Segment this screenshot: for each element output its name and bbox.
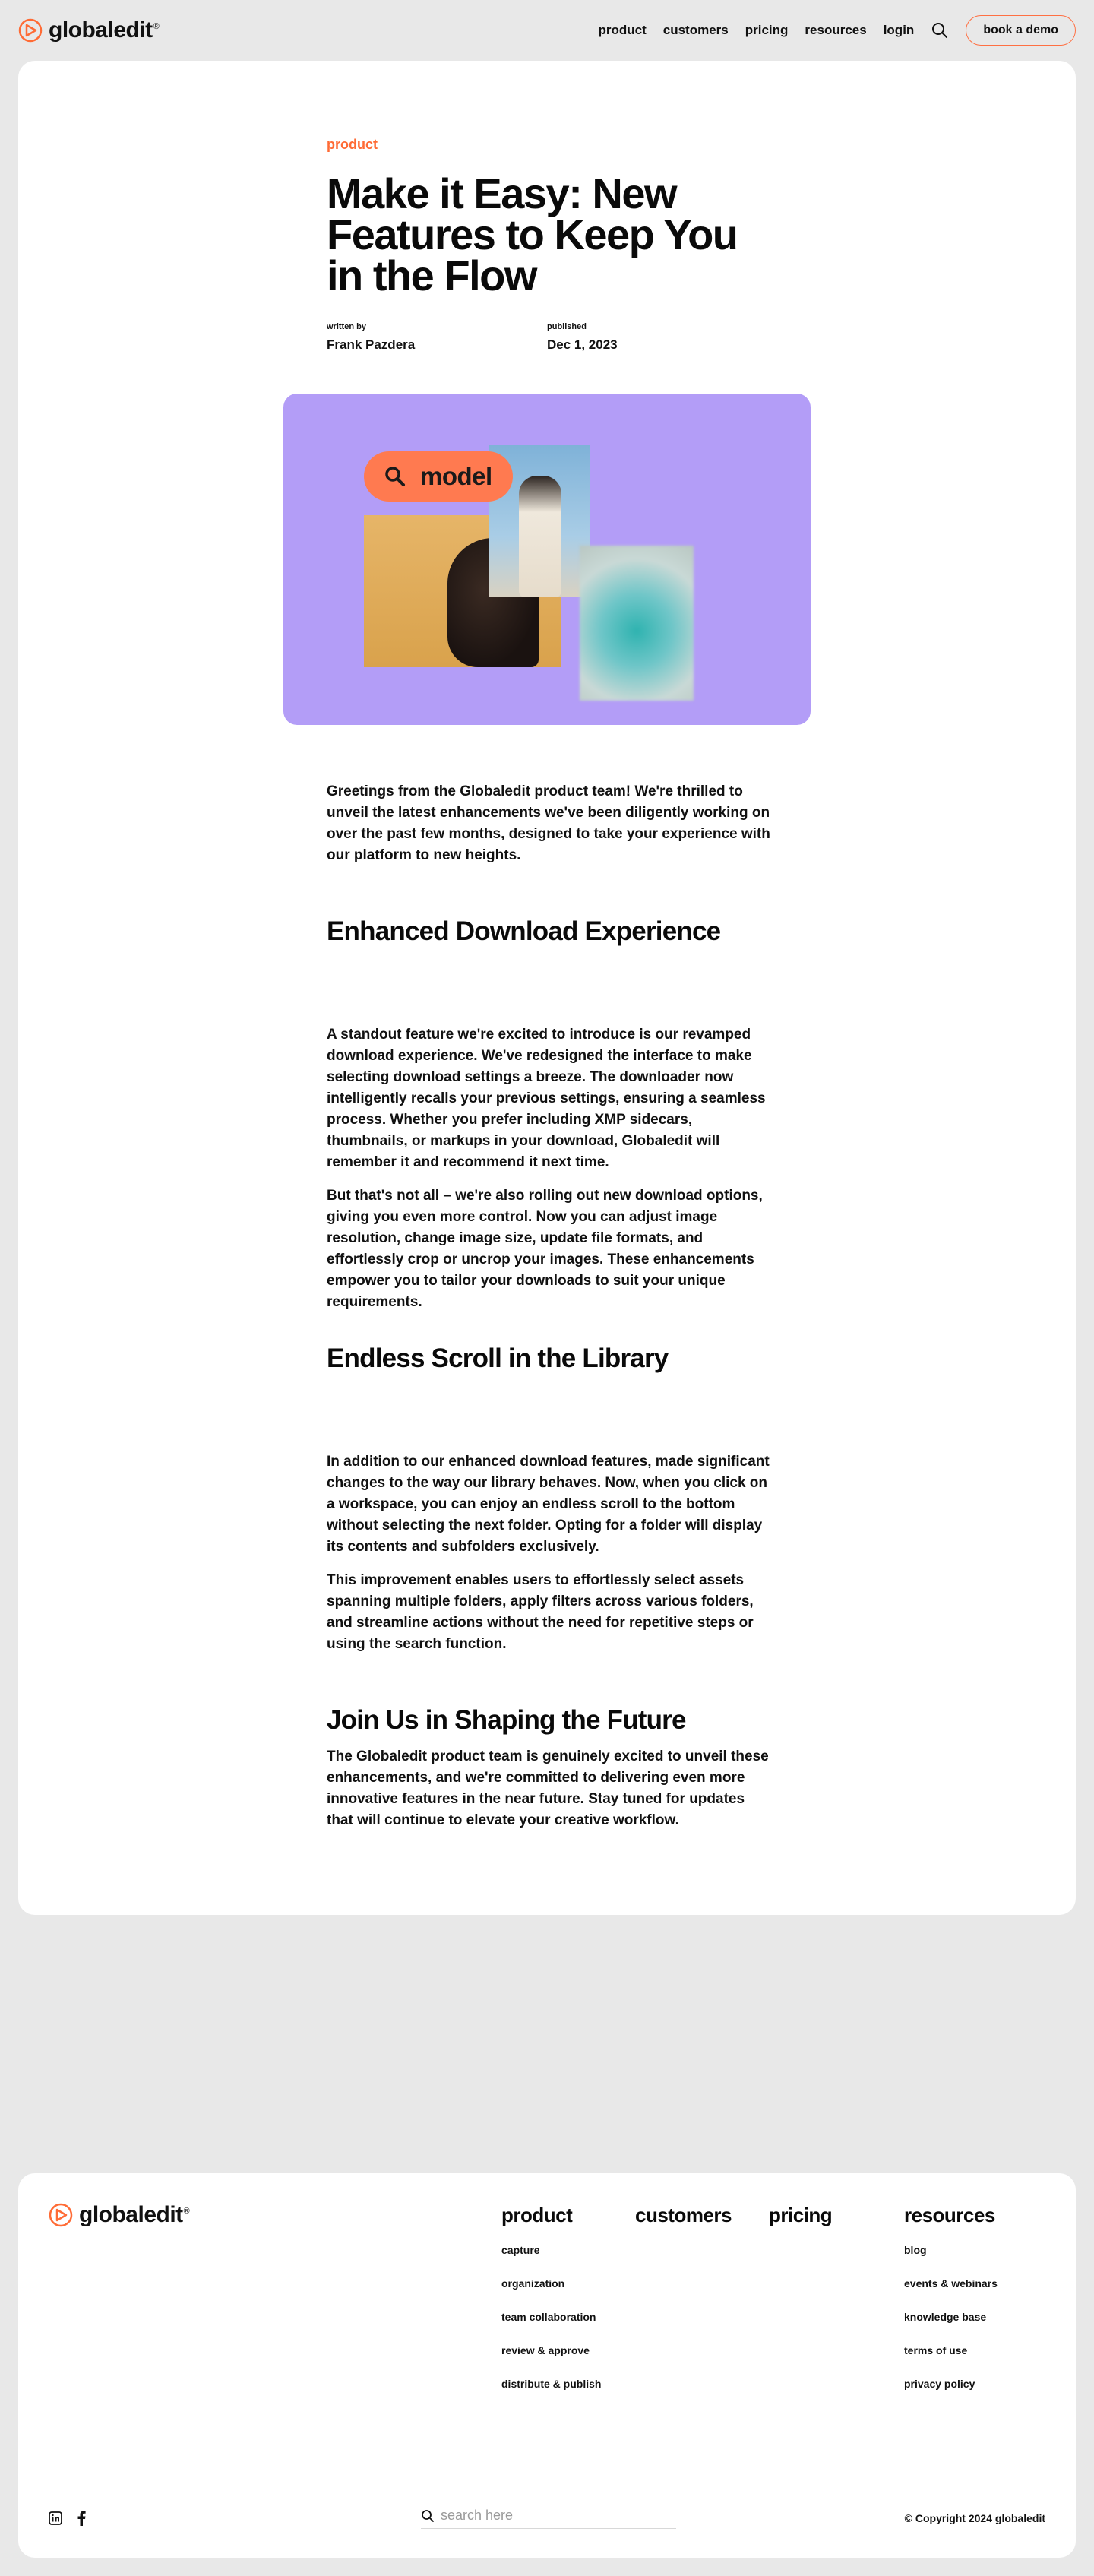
footer-link[interactable]: terms of use — [904, 2344, 968, 2356]
footer-link[interactable]: review & approve — [501, 2344, 590, 2356]
footer-link[interactable]: blog — [904, 2244, 927, 2256]
footer-column-product — [501, 2204, 601, 2411]
search-icon — [384, 465, 406, 488]
hero-search-pill — [364, 451, 513, 502]
hero-image — [283, 394, 811, 725]
hero-search-text: model — [420, 462, 492, 490]
linkedin-icon[interactable] — [49, 2511, 62, 2525]
hero-photo-blurred — [580, 546, 694, 701]
section-heading-download: Enhanced Download Experience — [327, 916, 721, 946]
author-label: written by — [327, 322, 366, 331]
footer-brand-logo[interactable] — [49, 2202, 189, 2228]
footer-link[interactable]: distribute & publish — [501, 2378, 602, 2390]
brand-logo-link[interactable] — [18, 17, 159, 43]
section-body-download — [327, 1024, 775, 1313]
social-links — [49, 2511, 87, 2526]
footer-search-input[interactable] — [441, 2508, 661, 2524]
footer-column-customers — [635, 2204, 732, 2244]
paragraph: The Globaledit product team is genuinely excited to unveil these enhancements, and we're committed to delivering even more innovative features in the near future. Stay tuned for updates that will continue to elevate your creative workflow. — [327, 1748, 769, 1828]
footer-link[interactable]: events & webinars — [904, 2277, 998, 2290]
publish-date: Dec 1, 2023 — [547, 337, 618, 352]
nav-product[interactable]: product — [598, 23, 647, 37]
facebook-icon[interactable] — [76, 2511, 87, 2526]
paragraph: But that's not all – we're also rolling out new download options, giving you even more control. Now you can adjust image resolution, change image size, update file formats, and effortlessly crop or uncrop your images. These enhancements empower you to tailor your downloads to suit your unique requirements. — [327, 1188, 763, 1310]
section-body-scroll — [327, 1451, 775, 1655]
author-block — [327, 322, 547, 353]
article-category[interactable]: product — [327, 137, 378, 152]
section-body-future — [327, 1746, 775, 1831]
footer-link[interactable]: knowledge base — [904, 2311, 987, 2323]
footer-search — [421, 2503, 676, 2529]
intro-paragraph: Greetings from the Globaledit product team! We're thrilled to unveil the latest enhancements we've been diligently working on over the past few months, designed to take your experience with our platform to new heights. — [327, 783, 770, 863]
date-label: published — [547, 322, 587, 331]
section-heading-future: Join Us in Shaping the Future — [327, 1705, 686, 1735]
copyright-text: © Copyright 2024 globaledit — [904, 2512, 1045, 2524]
footer-column-pricing — [769, 2204, 832, 2244]
footer-column-resources — [904, 2204, 998, 2411]
footer-link[interactable]: organization — [501, 2277, 565, 2290]
footer-link[interactable]: privacy policy — [904, 2378, 975, 2390]
nav-resources[interactable]: resources — [805, 23, 867, 37]
main-nav — [598, 15, 1076, 46]
site-footer — [18, 2173, 1076, 2558]
paragraph: In addition to our enhanced download features, made significant changes to the way our library behaves. Now, when you click on a workspace, you can enjoy an endless scroll to the bottom without selecting the next folder. Opting for a folder will display its contents and subfolders exclusively. — [327, 1454, 770, 1555]
paragraph: A standout feature we're excited to introduce is our revamped download experience. We've redesigned the interface to make selecting download settings a breeze. The downloader now intelligently recalls your previous settings, ensuring a seamless process. Whether you prefer including XMP sidecars, thumbnails, or markups in your download, Globaledit will remember it and recommend it next time. — [327, 1027, 766, 1170]
search-icon — [421, 2509, 435, 2523]
date-block — [547, 322, 767, 353]
nav-pricing[interactable]: pricing — [745, 23, 789, 37]
nav-customers[interactable]: customers — [662, 23, 729, 37]
section-heading-scroll: Endless Scroll in the Library — [327, 1343, 669, 1373]
globaledit-logo-icon — [18, 18, 43, 43]
footer-column-title[interactable]: customers — [635, 2204, 732, 2226]
footer-column-title[interactable]: product — [501, 2204, 573, 2226]
article-intro — [327, 781, 775, 866]
nav-login[interactable]: login — [883, 23, 915, 37]
brand-name: globaledit® — [49, 17, 160, 43]
search-icon[interactable] — [931, 21, 949, 40]
footer-column-title[interactable]: resources — [904, 2204, 995, 2226]
footer-column-title[interactable]: pricing — [769, 2204, 833, 2226]
article-title: Make it Easy: New Features to Keep You in the Flow — [327, 169, 738, 299]
paragraph: This improvement enables users to effortlessly select assets spanning multiple folders, apply filters across various folders, and streamline actions without the need for repetitive steps or using the search function. — [327, 1572, 754, 1652]
footer-link[interactable]: team collaboration — [501, 2311, 596, 2323]
site-header — [0, 0, 1094, 61]
author-name: Frank Pazdera — [327, 337, 416, 352]
globaledit-logo-icon — [49, 2203, 73, 2227]
footer-link[interactable]: capture — [501, 2244, 540, 2256]
article-meta — [327, 322, 767, 353]
brand-name: globaledit® — [79, 2202, 190, 2227]
book-demo-button[interactable]: book a demo — [966, 15, 1076, 46]
article-card — [18, 61, 1076, 1915]
